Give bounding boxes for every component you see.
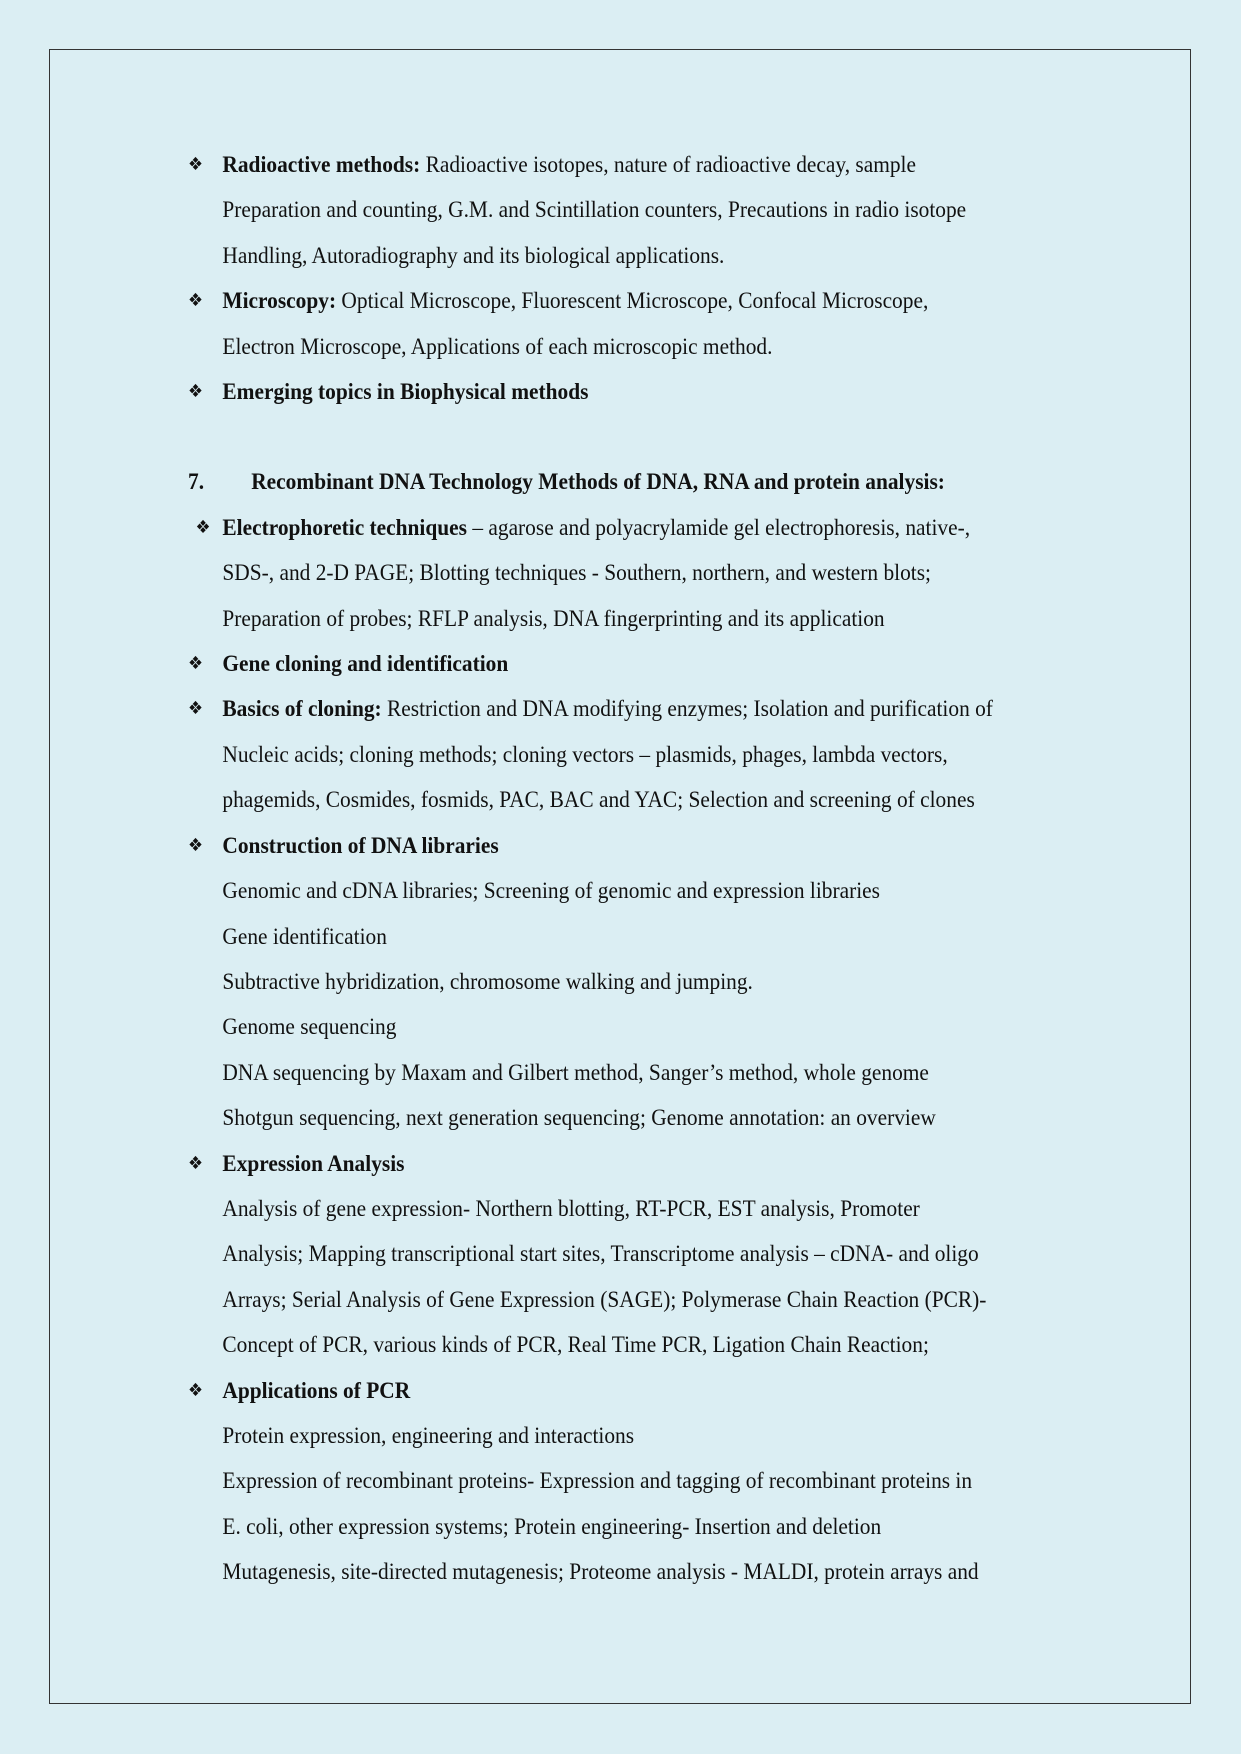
diamond-bullet-icon: ❖	[188, 1379, 204, 1401]
bullet-text: Concept of PCR, various kinds of PCR, Real Time PCR, Ligation Chain Reaction;	[222, 1332, 929, 1358]
bullet-heading: Radioactive methods:	[222, 152, 421, 177]
bullet-text: – agarose and polyacrylamide gel electrophoresis, native-,	[466, 514, 971, 540]
diamond-bullet-icon: ❖	[188, 381, 204, 403]
bullet-item	[188, 1141, 1072, 1186]
bullet-item	[188, 686, 1072, 731]
bullet-text: Mutagenesis, site-directed mutagenesis; Proteome analysis - MALDI, protein arrays and	[222, 1559, 979, 1585]
bullet-continuation	[188, 596, 1072, 641]
bullet-text: Nucleic acids; cloning methods; cloning vectors – plasmids, phages, lambda vectors,	[222, 741, 948, 767]
bullet-text: Expression of recombinant proteins- Expression and tagging of recombinant proteins in	[222, 1468, 973, 1494]
section-title: Recombinant DNA Technology Methods of DNA, RNA and protein analysis:	[251, 469, 945, 495]
bullet-continuation	[188, 187, 1072, 232]
bullet-continuation	[188, 777, 1072, 822]
bullet-heading: Expression Analysis	[222, 1150, 405, 1176]
bullet-continuation	[188, 1549, 1072, 1594]
bullet-text: Arrays; Serial Analysis of Gene Expression (SAGE); Polymerase Chain Reaction (PCR)-	[222, 1286, 987, 1312]
bullet-text: Shotgun sequencing, next generation sequencing; Genome annotation: an overview	[222, 1105, 936, 1131]
bullet-continuation	[188, 959, 1072, 1004]
bullet-continuation	[188, 1458, 1072, 1503]
bullet-continuation	[188, 550, 1072, 595]
bullet-text: DNA sequencing by Maxam and Gilbert method, Sanger’s method, whole genome	[222, 1059, 929, 1085]
document-body	[188, 142, 1072, 1595]
bullet-text: Preparation and counting, G.M. and Scintillation counters, Precautions in radio isotope	[222, 197, 967, 223]
bullet-continuation	[188, 868, 1072, 913]
bullet-text: SDS-, and 2-D PAGE; Blotting techniques - Southern, northern, and western blots;	[222, 560, 931, 586]
bullet-continuation	[188, 1322, 1072, 1367]
bullet-continuation	[188, 1413, 1072, 1458]
bullet-text: Restriction and DNA modifying enzymes; Isolation and purification of	[381, 696, 993, 722]
bullet-heading: Electrophoretic techniques	[222, 514, 467, 540]
bullet-continuation	[188, 1504, 1072, 1549]
bullet-item	[188, 278, 1072, 323]
section-heading	[188, 459, 1072, 504]
bullet-continuation	[188, 1231, 1072, 1276]
bullet-text: Analysis of gene expression- Northern blotting, RT-PCR, EST analysis, Promoter	[222, 1195, 920, 1221]
bullet-text: Protein expression, engineering and interactions	[222, 1422, 635, 1448]
bullet-heading: Emerging topics in Biophysical methods	[222, 379, 589, 405]
bullet-continuation	[188, 732, 1072, 777]
bullet-text: Radioactive isotopes, nature of radioactive decay, sample	[420, 152, 917, 177]
diamond-bullet-icon: ❖	[188, 698, 204, 720]
diamond-bullet-icon: ❖	[195, 516, 211, 538]
bullet-continuation	[188, 914, 1072, 959]
bullet-heading: Applications of PCR	[222, 1377, 411, 1403]
bullet-text: phagemids, Cosmides, fosmids, PAC, BAC and YAC; Selection and screening of clones	[222, 787, 975, 813]
bullet-heading: Basics of cloning:	[222, 696, 382, 722]
bullet-continuation	[188, 233, 1072, 278]
bullet-item	[188, 1368, 1072, 1413]
bullet-text: Genome sequencing	[222, 1014, 397, 1040]
bullet-item	[188, 369, 1072, 414]
bullet-continuation	[188, 324, 1072, 369]
bullet-text: Electron Microscope, Applications of each microscopic method.	[222, 333, 773, 359]
bullet-text: Gene identification	[222, 923, 387, 949]
bullet-item	[188, 505, 1072, 550]
bullet-item	[188, 142, 1072, 187]
section-number: 7.	[188, 469, 205, 495]
spacer	[188, 414, 1072, 459]
bullet-text: Handling, Autoradiography and its biological applications.	[222, 242, 725, 268]
bullet-heading: Gene cloning and identification	[222, 651, 509, 677]
bullet-text: Subtractive hybridization, chromosome walking and jumping.	[222, 968, 753, 994]
bullet-text: E. coli, other expression systems; Protein engineering- Insertion and deletion	[222, 1513, 882, 1539]
diamond-bullet-icon: ❖	[188, 290, 204, 312]
diamond-bullet-icon: ❖	[188, 1152, 204, 1174]
bullet-text: Optical Microscope, Fluorescent Microscope, Confocal Microscope,	[336, 288, 929, 314]
bullet-text: Genomic and cDNA libraries; Screening of genomic and expression libraries	[222, 878, 880, 904]
bullet-continuation	[188, 1050, 1072, 1095]
bullet-heading: Microscopy:	[222, 288, 337, 314]
bullet-continuation	[188, 1095, 1072, 1140]
diamond-bullet-icon: ❖	[188, 834, 204, 856]
bullet-text: Preparation of probes; RFLP analysis, DNA fingerprinting and its application	[222, 605, 885, 631]
bullet-heading: Construction of DNA libraries	[222, 832, 499, 858]
diamond-bullet-icon: ❖	[188, 154, 204, 175]
bullet-item	[188, 641, 1072, 686]
bullet-continuation	[188, 1004, 1072, 1049]
bullet-continuation	[188, 1277, 1072, 1322]
diamond-bullet-icon: ❖	[188, 653, 204, 675]
bullet-text: Analysis; Mapping transcriptional start sites, Transcriptome analysis – cDNA- and oligo	[222, 1241, 979, 1267]
bullet-continuation	[188, 1186, 1072, 1231]
bullet-item	[188, 823, 1072, 868]
